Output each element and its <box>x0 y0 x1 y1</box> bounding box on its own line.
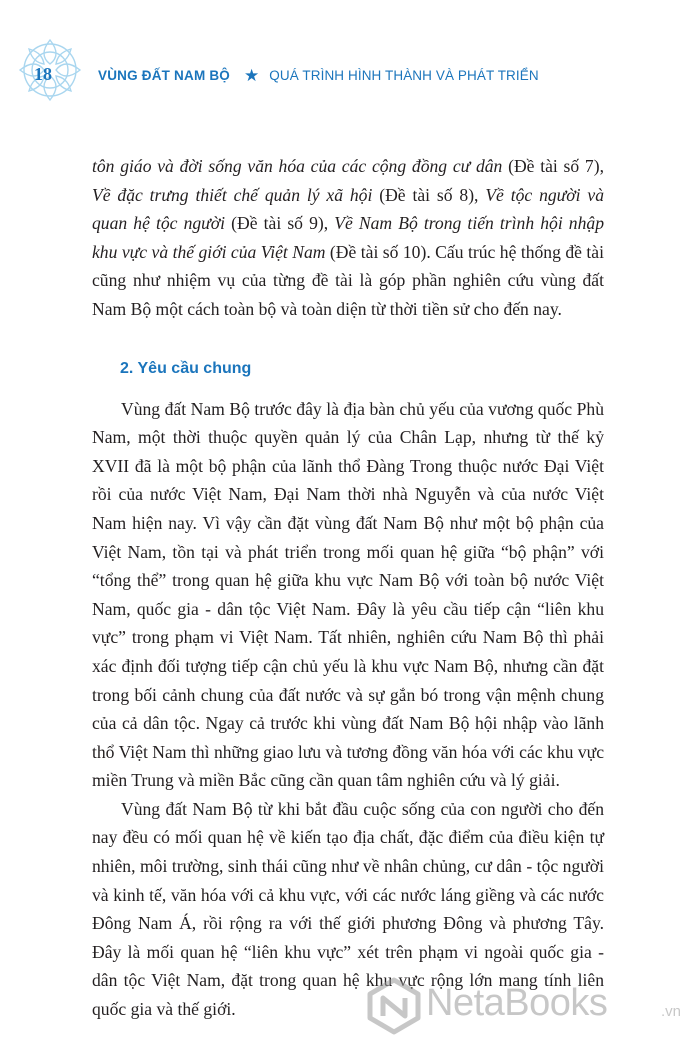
text-span: (Đề tài số 7), <box>502 156 604 176</box>
paragraph: Vùng đất Nam Bộ trước đây là địa bàn chủ yếu của vương quốc Phù Nam, một thời thuộc quyền quản lý của Chân Lạp, nhưng từ thế kỷ XVII đã là một bộ phận của lãnh thổ Đàng Trong thuộc nước Đại Việt rồi của nước Việt Nam, Đại Nam thời nhà Nguyễn và của nước Việt Nam hiện nay. Vì vậy cần đặt vùng đất Nam Bộ như một bộ phận của Việt Nam, tồn tại và phát triển trong mối quan hệ giữa “bộ phận” với “tổng thể” trong quan hệ giữa khu vực Nam Bộ với toàn bộ nước Việt Nam, quốc gia - dân tộc Việt Nam. Đây là yêu cầu tiếp cận “liên khu vực” trong phạm vi Việt Nam. Tất nhiên, nghiên cứu Nam Bộ thì phải xác định đối tượng tiếp cận chủ yếu là khu vực Nam Bộ, nhưng cần đặt trong bối cảnh chung của đất nước và sự gắn bó trong vận mệnh chung của cả dân tộc. Ngay cả trước khi vùng đất Nam Bộ hội nhập vào lãnh thổ Việt Nam thì những giao lưu và tương đồng văn hóa với các khu vực miền Trung và miền Bắc cũng cần quan tâm nghiên cứu và lý giải. <box>92 398 604 791</box>
italic-span: Về đặc trưng thiết chế quản lý xã hội <box>92 184 373 205</box>
watermark-tld: .vn <box>661 1003 682 1020</box>
paragraph: Vùng đất Nam Bộ từ khi bắt đầu cuộc sống của con người cho đến nay đều có mối quan hệ về kiến tạo địa chất, đặc điểm của điều kiện tự nhiên, môi trường, sinh thái cũng như về nhân chủng, cư dân - tộc người và kinh tế, văn hóa với cả khu vực, với các nước láng giềng và các nước Đông Nam Á, rồi rộng ra với thế giới phương Đông và phương Tây. Đây là mối quan hệ “liên khu vực” xét trên phạm vi ngoài quốc gia - dân tộc Việt Nam, đặt trong quan hệ khu vực rộng lớn mang tính liên quốc gia và thế giới. <box>92 798 604 1020</box>
running-subtitle: QUÁ TRÌNH HÌNH THÀNH VÀ PHÁT TRIỂN <box>269 67 539 83</box>
italic-span: Về tộc người và quan hệ tộc người <box>92 184 604 234</box>
running-title: VÙNG ĐẤT NAM BỘ <box>98 67 230 83</box>
body-text <box>92 152 604 1024</box>
italic-span: Về Nam Bộ trong tiến trình hội nhập khu vực và thế giới của Việt Nam <box>92 213 604 262</box>
page-number: 18 <box>34 64 52 84</box>
paragraph-continued <box>92 152 604 324</box>
watermark <box>364 976 694 1038</box>
text-span: (Đề tài số 10). Cấu trúc hệ thống đề tài cũng như nhiệm vụ của từng đề tài là góp phần nghiên cứu vùng đất Nam Bộ một cách toàn bộ và toàn diện từ thời tiền sử cho đến nay. <box>92 241 604 319</box>
star-icon: ★ <box>244 65 260 85</box>
section-heading: 2. Yêu cầu chung <box>120 359 252 377</box>
watermark-brand: NetaBooks <box>426 982 608 1024</box>
italic-span: tôn giáo và đời sống văn hóa của các cộng đồng cư dân <box>92 156 503 176</box>
text-span: (Đề tài số 9), <box>225 213 335 234</box>
text-span: (Đề tài số 8), <box>372 184 486 205</box>
running-header <box>98 63 539 87</box>
netabooks-logo-icon <box>364 976 424 1036</box>
